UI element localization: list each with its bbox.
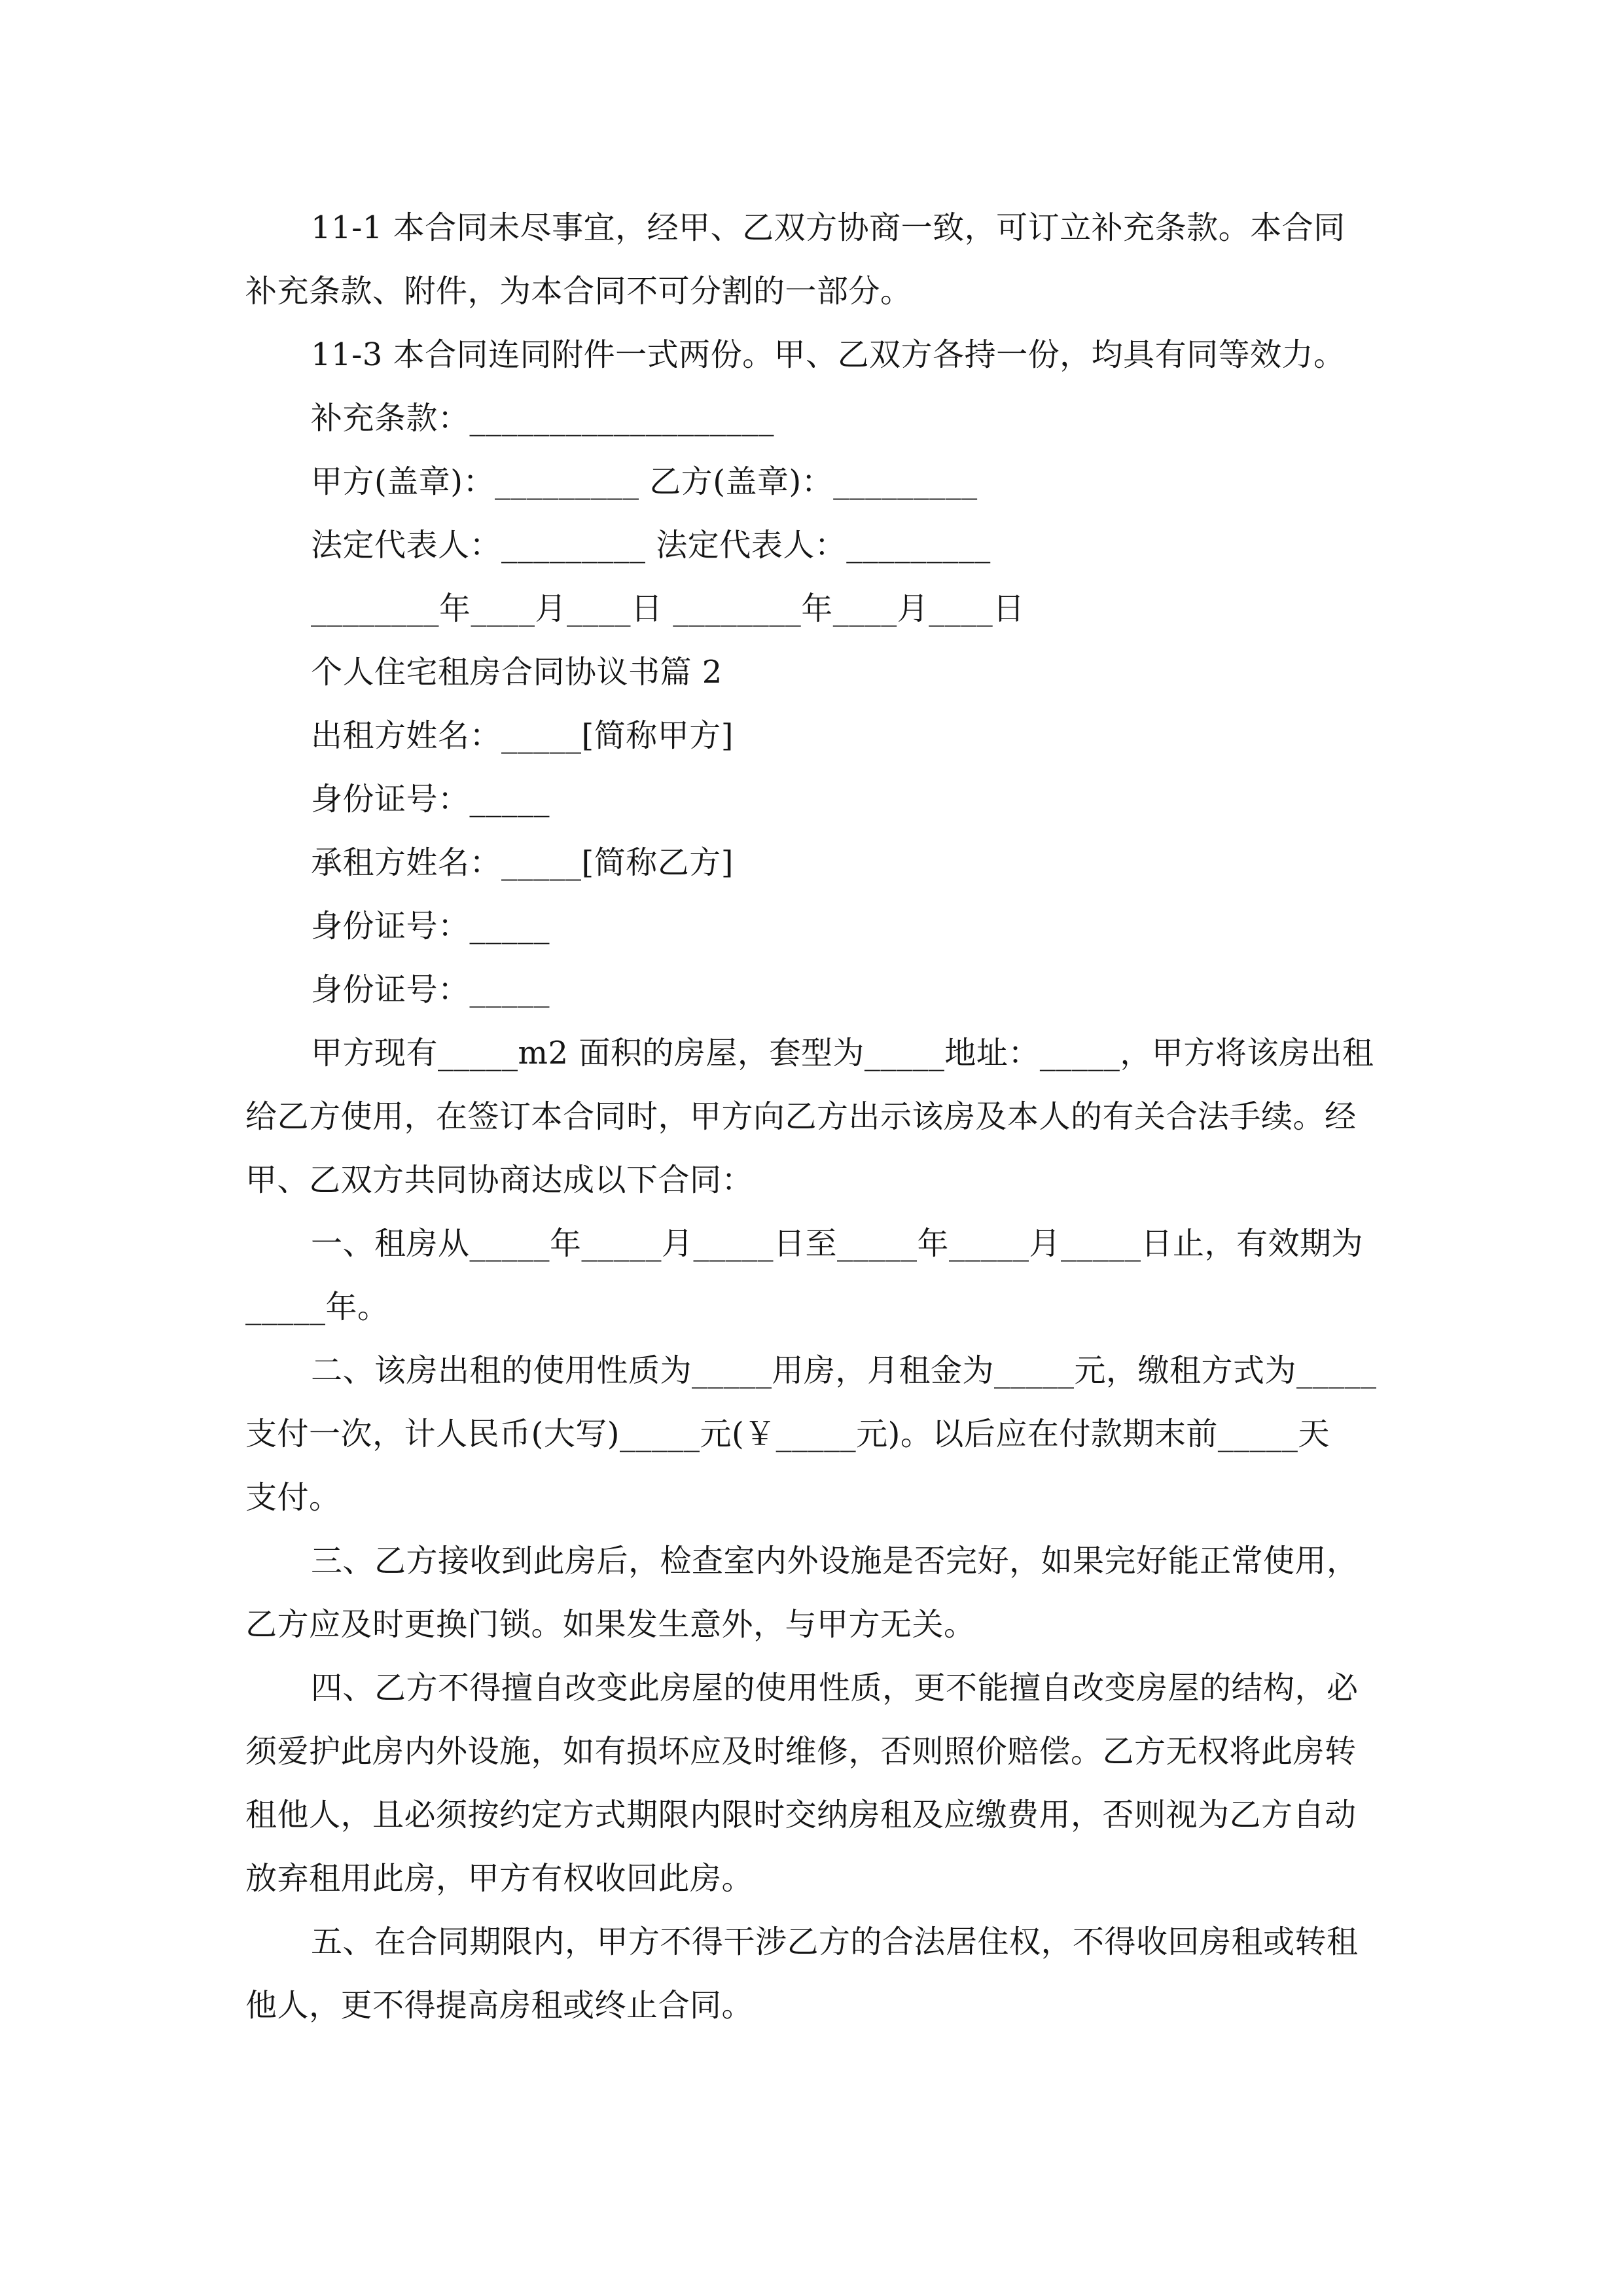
legal-representative-fields: 法定代表人：_________ 法定代表人：_________	[311, 527, 991, 564]
clause-4-line-1: 四、乙方不得擅自改变此房屋的使用性质，更不能擅自改变房屋的结构，必	[311, 1670, 1359, 1706]
premises-paragraph-line-2: 给乙方使用，在签订本合同时，甲方向乙方出示该房及本人的有关合法手续。经	[245, 1098, 1357, 1135]
clause-4-line-2: 须爱护此房内外设施，如有损坏应及时维修，否则照价赔偿。乙方无权将此房转	[245, 1733, 1357, 1770]
lessee-name-field: 承租方姓名：_____[简称乙方]	[311, 844, 734, 881]
supplementary-terms-field: 补充条款：___________________	[311, 400, 775, 437]
clause-3-line-1: 三、乙方接收到此房后，检查室内外设施是否完好，如果完好能正常使用，	[311, 1543, 1359, 1579]
document-body	[245, 196, 1378, 2037]
clause-11-1-line-1: 11-1 本合同未尽事宜，经甲、乙双方协商一致，可订立补充条款。本合同	[311, 209, 1346, 246]
clause-1-line-2: _____年。	[245, 1289, 389, 1325]
lessor-name-field: 出租方姓名：_____[简称甲方]	[311, 717, 734, 754]
clause-11-1-line-2: 补充条款、附件，为本合同不可分割的一部分。	[245, 273, 912, 310]
premises-paragraph-line-1: 甲方现有_____m2 面积的房屋，套型为_____地址：_____，甲方将该房出租	[311, 1035, 1374, 1071]
clause-11-3: 11-3 本合同连同附件一式两份。甲、乙双方各持一份，均具有同等效力。	[311, 336, 1346, 373]
premises-paragraph-line-3: 甲、乙双方共同协商达成以下合同：	[245, 1162, 754, 1198]
id-number-field: 身份证号：_____	[311, 971, 550, 1008]
clause-5-line-1: 五、在合同期限内，甲方不得干涉乙方的合法居住权，不得收回房租或转租	[311, 1924, 1359, 1960]
clause-1-line-1: 一、租房从_____年_____月_____日至_____年_____月_____日止，有效期为	[311, 1225, 1364, 1262]
party-seal-fields: 甲方(盖章)：_________ 乙方(盖章)：_________	[311, 463, 978, 500]
clause-4-line-4: 放弃租用此房，甲方有权收回此房。	[245, 1860, 754, 1897]
clause-3-line-2: 乙方应及时更换门锁。如果发生意外，与甲方无关。	[245, 1606, 976, 1643]
clause-2-line-2: 支付一次，计人民币(大写)_____元(￥_____元)。以后应在付款期末前_____天	[245, 1416, 1330, 1452]
clause-2-line-1: 二、该房出租的使用性质为_____用房，月租金为_____元，缴租方式为_____	[311, 1352, 1377, 1389]
signing-date-fields: ________年____月____日 ________年____月____日	[311, 590, 1025, 627]
clause-2-line-3: 支付。	[245, 1479, 341, 1516]
lessor-id-field: 身份证号：_____	[311, 781, 550, 817]
clause-4-line-3: 租他人，且必须按约定方式期限内限时交纳房租及应缴费用，否则视为乙方自动	[245, 1797, 1357, 1833]
section-title: 个人住宅租房合同协议书篇 2	[311, 654, 722, 691]
lessee-id-field: 身份证号：_____	[311, 908, 550, 944]
clause-5-line-2: 他人，更不得提高房租或终止合同。	[245, 1987, 754, 2024]
